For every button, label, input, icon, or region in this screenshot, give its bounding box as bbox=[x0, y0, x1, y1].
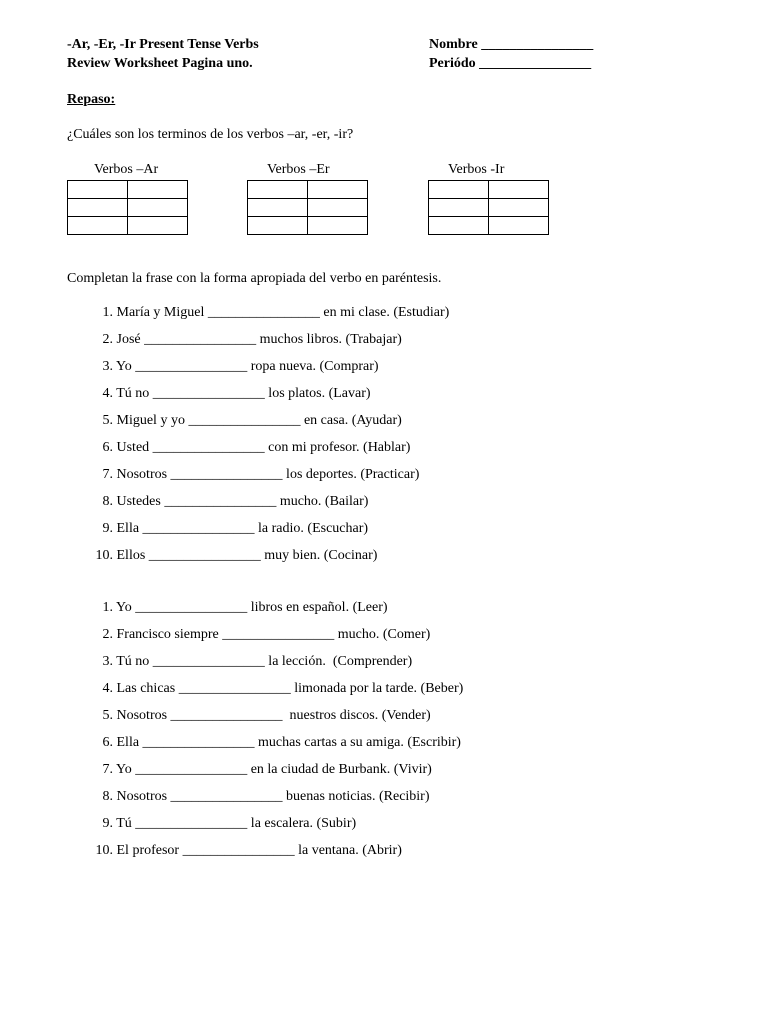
item-number: 8. bbox=[102, 789, 113, 804]
list-item bbox=[67, 515, 727, 542]
item-text: Tú ________________ la escalera. (Subir) bbox=[116, 816, 357, 831]
review-question: ¿Cuáles son los terminos de los verbos –ar, -er, -ir? bbox=[67, 127, 354, 142]
item-number: 10. bbox=[95, 548, 113, 563]
list-item bbox=[67, 407, 727, 434]
list-item bbox=[67, 434, 727, 461]
review-heading: Repaso: bbox=[67, 92, 116, 107]
instructions: Completan la frase con la forma apropiada del verbo en paréntesis. bbox=[67, 271, 442, 286]
table-cell[interactable] bbox=[429, 199, 489, 217]
period-field: Periódo ________________ bbox=[429, 56, 592, 71]
item-number: 3. bbox=[102, 654, 113, 669]
item-number: 7. bbox=[102, 467, 113, 482]
list-item bbox=[67, 810, 727, 837]
table-cell[interactable] bbox=[248, 217, 308, 235]
table-cell[interactable] bbox=[489, 217, 549, 235]
item-text: María y Miguel ________________ en mi clase. (Estudiar) bbox=[116, 305, 450, 320]
table-cell[interactable] bbox=[128, 217, 188, 235]
table-cell[interactable] bbox=[68, 217, 128, 235]
item-number: 2. bbox=[102, 332, 113, 347]
list-item bbox=[67, 729, 727, 756]
list-item bbox=[67, 461, 727, 488]
table-cell[interactable] bbox=[68, 181, 128, 199]
item-text: Francisco siempre ________________ mucho. (Comer) bbox=[116, 627, 431, 642]
list-item bbox=[67, 380, 727, 407]
list-item bbox=[67, 675, 727, 702]
item-text: Ustedes ________________ mucho. (Bailar) bbox=[116, 494, 369, 509]
item-text: Las chicas ________________ limonada por la tarde. (Beber) bbox=[116, 681, 464, 696]
item-number: 8. bbox=[102, 494, 113, 509]
table-label-ar: Verbos –Ar bbox=[94, 162, 159, 177]
item-number: 4. bbox=[102, 386, 113, 401]
worksheet-title-line1: -Ar, -Er, -Ir Present Tense Verbs bbox=[67, 37, 259, 52]
list-item bbox=[67, 488, 727, 515]
worksheet-title-line2: Review Worksheet Pagina uno. bbox=[67, 56, 253, 71]
item-text: Nosotros ________________ los deportes. (Practicar) bbox=[116, 467, 420, 482]
item-text: Ellos ________________ muy bien. (Cocinar) bbox=[116, 548, 378, 563]
item-text: Nosotros ________________ buenas noticias. (Recibir) bbox=[116, 789, 430, 804]
ir-endings-table[interactable] bbox=[428, 180, 549, 235]
item-number: 5. bbox=[102, 708, 113, 723]
item-text: Yo ________________ libros en español. (Leer) bbox=[115, 600, 388, 615]
list-item bbox=[67, 648, 727, 675]
list-item bbox=[67, 326, 727, 353]
item-number: 2. bbox=[102, 627, 113, 642]
table-cell[interactable] bbox=[308, 181, 368, 199]
item-number: 3. bbox=[102, 359, 113, 374]
item-text: Ella ________________ muchas cartas a su amiga. (Escribir) bbox=[116, 735, 461, 750]
item-number: 1. bbox=[102, 600, 113, 615]
item-text: Nosotros ________________ nuestros discos. (Vender) bbox=[116, 708, 431, 723]
list-item bbox=[67, 621, 727, 648]
table-cell[interactable] bbox=[429, 181, 489, 199]
table-label-ir: Verbos -Ir bbox=[448, 162, 505, 177]
table-cell[interactable] bbox=[128, 181, 188, 199]
name-field: Nombre ________________ bbox=[429, 37, 594, 52]
item-text: Ella ________________ la radio. (Escuchar) bbox=[116, 521, 369, 536]
table-label-er: Verbos –Er bbox=[267, 162, 330, 177]
list-item bbox=[67, 756, 727, 783]
table-cell[interactable] bbox=[308, 217, 368, 235]
table-cell[interactable] bbox=[68, 199, 128, 217]
item-number: 1. bbox=[102, 305, 113, 320]
list-item bbox=[67, 702, 727, 729]
table-cell[interactable] bbox=[429, 217, 489, 235]
list-item bbox=[67, 594, 727, 621]
er-ir-verb-exercise-list bbox=[67, 594, 727, 864]
item-text: Yo ________________ ropa nueva. (Comprar) bbox=[115, 359, 379, 374]
item-number: 4. bbox=[102, 681, 113, 696]
item-number: 7. bbox=[102, 762, 113, 777]
table-cell[interactable] bbox=[248, 199, 308, 217]
item-text: Miguel y yo ________________ en casa. (Ayudar) bbox=[116, 413, 402, 428]
table-cell[interactable] bbox=[489, 181, 549, 199]
list-item bbox=[67, 837, 727, 864]
item-text: José ________________ muchos libros. (Trabajar) bbox=[116, 332, 402, 347]
item-number: 6. bbox=[102, 440, 113, 455]
ar-verb-exercise-list bbox=[67, 299, 727, 569]
item-text: Tú no ________________ la lección. (Comprender) bbox=[116, 654, 413, 669]
item-number: 9. bbox=[102, 521, 113, 536]
item-number: 5. bbox=[102, 413, 113, 428]
list-item bbox=[67, 353, 727, 380]
table-cell[interactable] bbox=[489, 199, 549, 217]
item-text: Yo ________________ en la ciudad de Burbank. (Vivir) bbox=[115, 762, 432, 777]
list-item bbox=[67, 783, 727, 810]
table-cell[interactable] bbox=[308, 199, 368, 217]
er-endings-table[interactable] bbox=[247, 180, 368, 235]
item-number: 10. bbox=[95, 843, 113, 858]
list-item bbox=[67, 542, 727, 569]
list-item bbox=[67, 299, 727, 326]
item-text: El profesor ________________ la ventana. (Abrir) bbox=[116, 843, 402, 858]
item-text: Tú no ________________ los platos. (Lavar) bbox=[116, 386, 371, 401]
table-cell[interactable] bbox=[248, 181, 308, 199]
item-text: Usted ________________ con mi profesor. (Hablar) bbox=[116, 440, 411, 455]
item-number: 9. bbox=[102, 816, 113, 831]
ar-endings-table[interactable] bbox=[67, 180, 188, 235]
item-number: 6. bbox=[102, 735, 113, 750]
table-cell[interactable] bbox=[128, 199, 188, 217]
